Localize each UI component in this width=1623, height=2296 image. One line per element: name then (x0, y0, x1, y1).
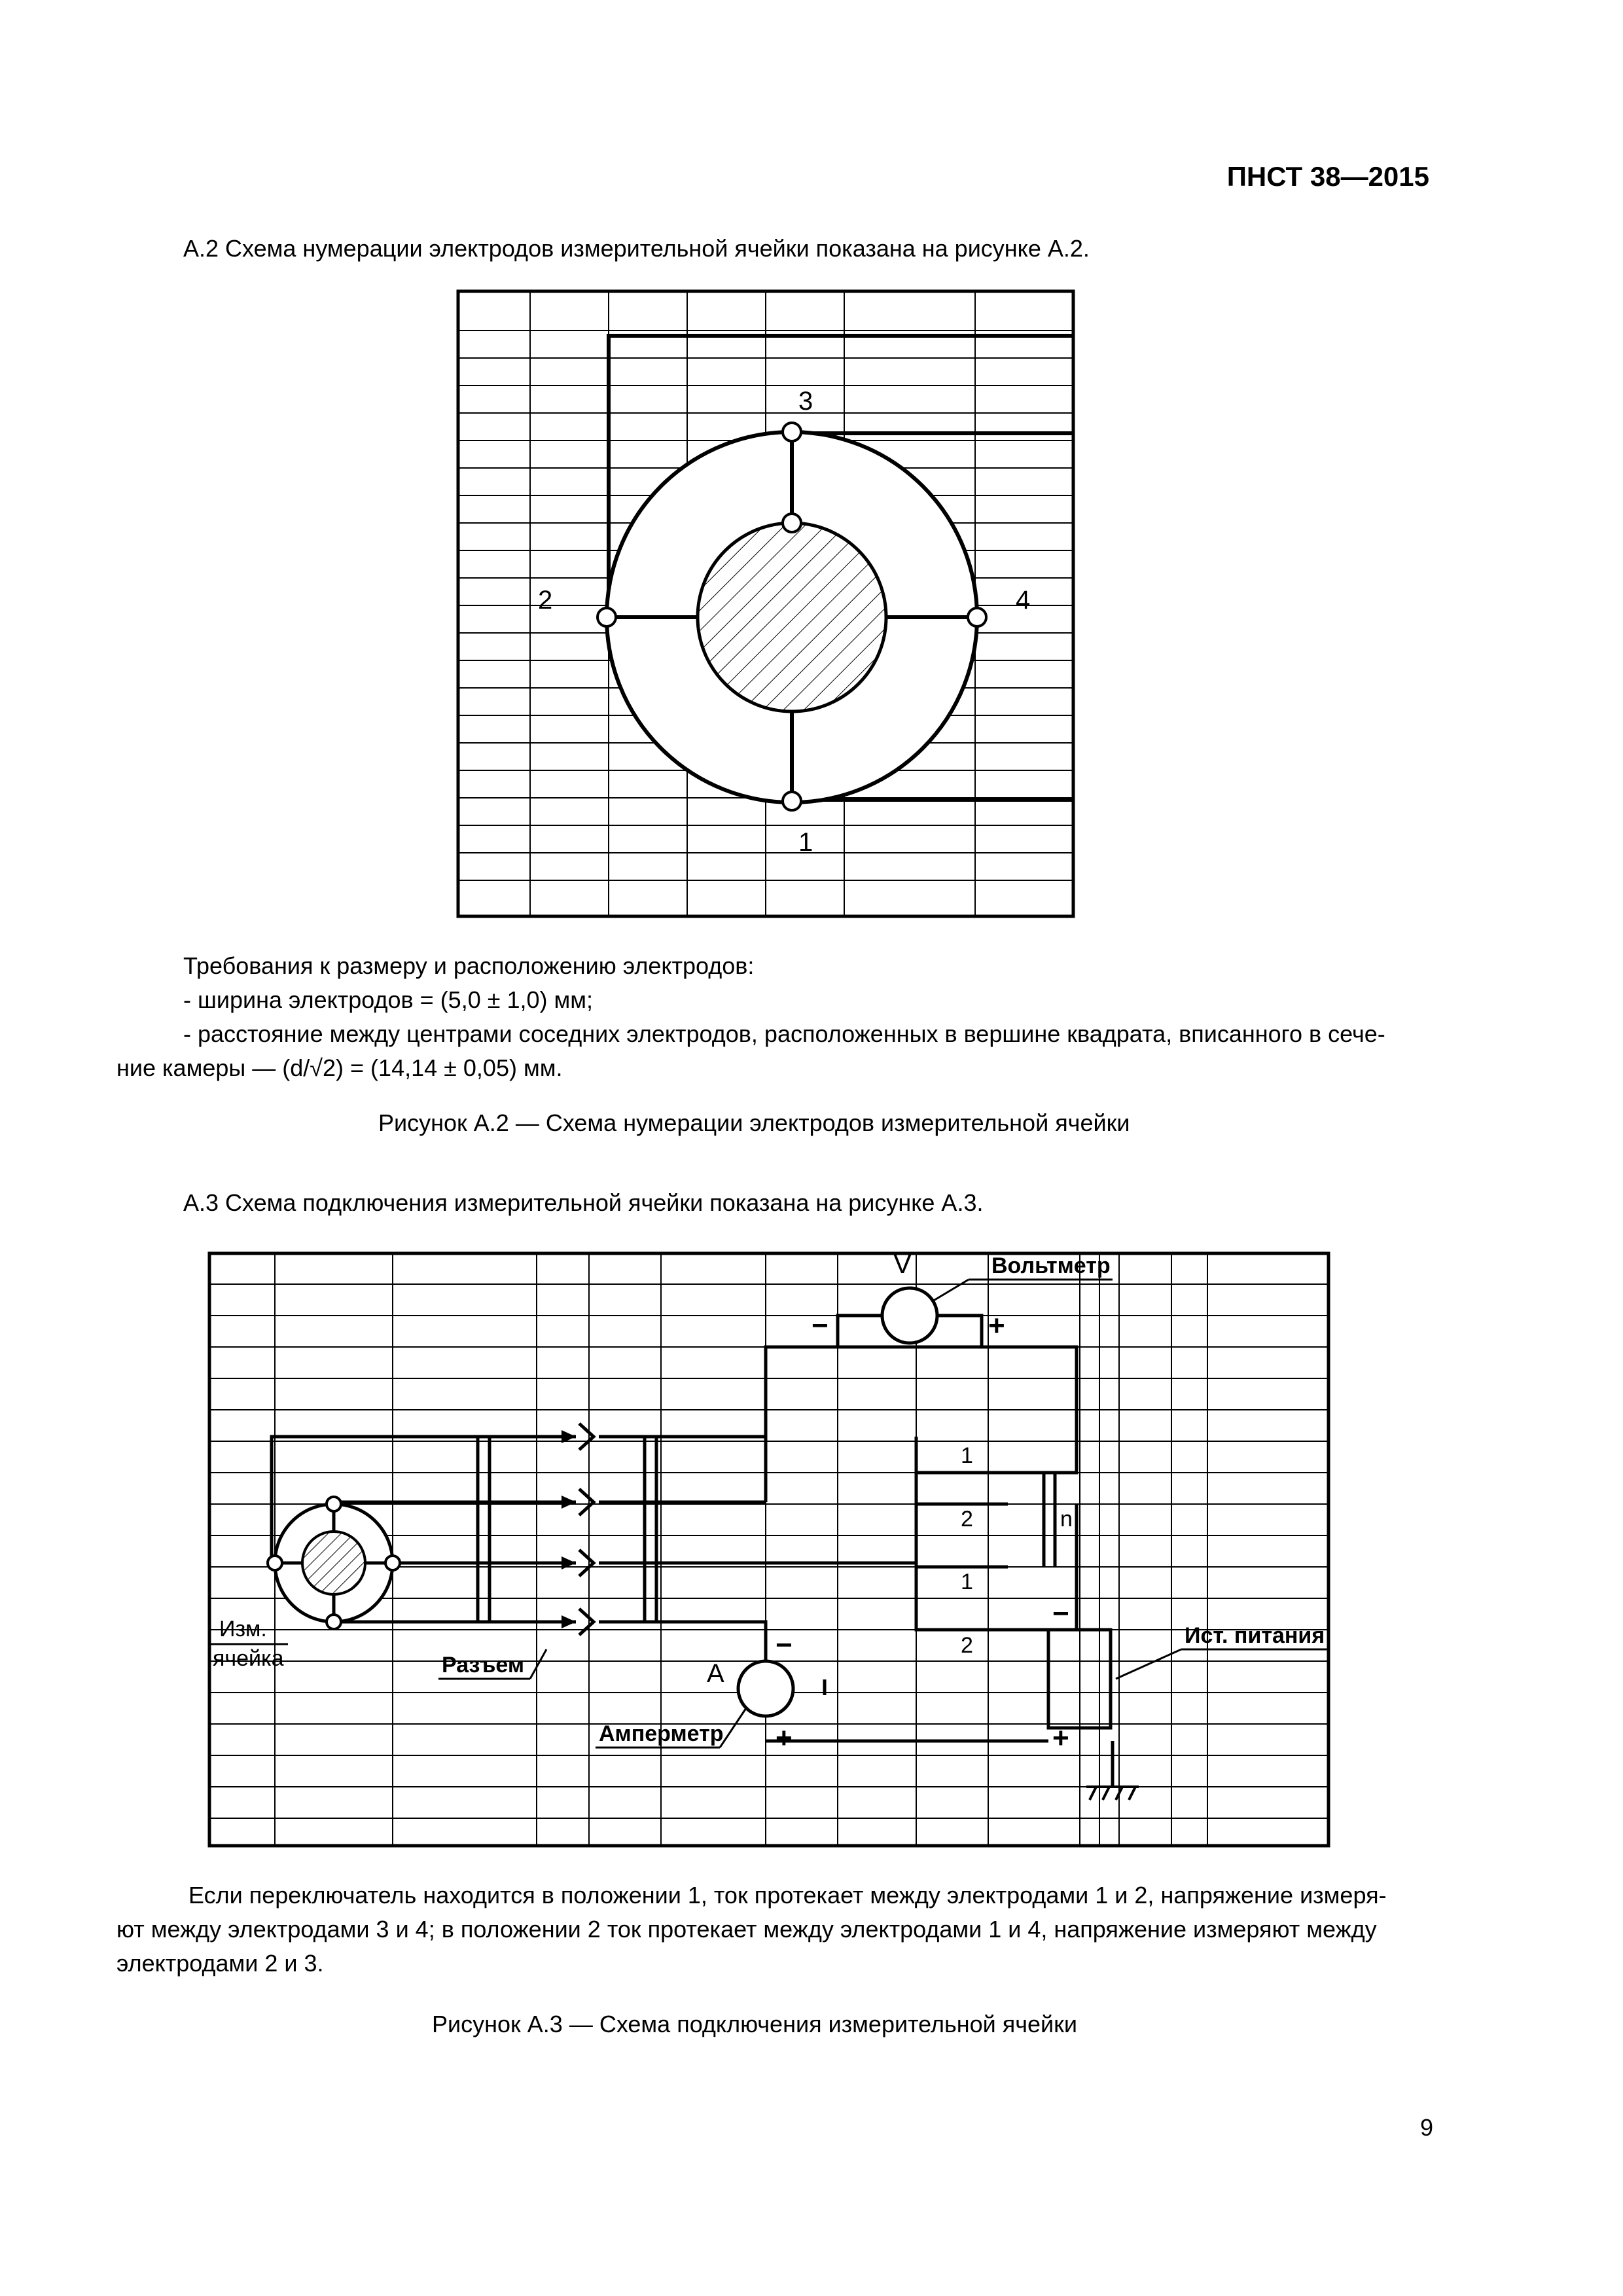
measurement-cell (268, 1497, 400, 1629)
connector-leader (530, 1649, 546, 1679)
electrode-4-terminal (968, 608, 986, 626)
voltmeter-plus: + (988, 1310, 1005, 1342)
voltmeter-label: Вольтметр (991, 1253, 1111, 1278)
ammeter-symbol (738, 1661, 793, 1716)
power-plus: + (1052, 1722, 1069, 1754)
ammeter-minus: − (776, 1629, 793, 1661)
ammeter-symbol-label: А (707, 1659, 724, 1688)
electrode-3-terminal (783, 423, 801, 441)
requirement-distance-line2: ние камеры — (d/√2) = (14,14 ± 0,05) мм. (116, 1054, 563, 1081)
cell-label-line1: Изм. (219, 1617, 267, 1641)
figure-a3-connection-diagram (203, 1244, 1342, 1865)
cell-label-line2: ячейка (213, 1646, 284, 1671)
requirement-width: - ширина электродов = (5,0 ± 1,0) мм; (183, 986, 594, 1013)
voltmeter-minus: − (812, 1310, 829, 1342)
electrode-2-terminal (597, 608, 616, 626)
switch-n-label: n (1060, 1507, 1073, 1532)
switch-position-1-lower: 1 (961, 1570, 973, 1594)
electrode-4-label: 4 (1016, 586, 1031, 615)
power-label: Ист. питания (1185, 1623, 1325, 1648)
document-number: ПНСТ 38—2015 (1226, 161, 1429, 192)
electrode-1-label: 1 (798, 828, 813, 857)
voltmeter-symbol (882, 1288, 937, 1343)
note-line1: Если переключатель находится в положении 1, ток протекает между электродами 1 и 2, напряжение измеря- (188, 1882, 1387, 1909)
switch-position-1-upper: 1 (961, 1443, 973, 1468)
section-a3-intro: А.3 Схема подключения измерительной ячейки показана на рисунке А.3. (183, 1189, 984, 1216)
electrode-3-inner-terminal (783, 514, 801, 532)
circuit-wires (272, 1316, 1113, 1787)
electrode-3-label: 3 (798, 387, 813, 416)
voltmeter-symbol-label: V (893, 1248, 912, 1279)
figure-a3-caption: Рисунок А.3 — Схема подключения измерительной ячейки (432, 2011, 1078, 2037)
figure-a2-electrode-diagram (452, 288, 1093, 923)
requirement-distance-line1: - расстояние между центрами соседних электродов, расположенных в вершине квадрата, вписанного в сече- (183, 1020, 1385, 1047)
note-line3: электродами 2 и 3. (116, 1950, 324, 1977)
requirements-title: Требования к размеру и расположению электродов: (183, 952, 755, 979)
figure-a2-caption: Рисунок А.2 — Схема нумерации электродов измерительной ячейки (378, 1109, 1130, 1136)
page-number: 9 (1419, 2114, 1433, 2141)
electrode-2-label: 2 (538, 586, 553, 615)
connector-label: Разъем (442, 1653, 525, 1677)
electrode-1-terminal (783, 792, 801, 810)
switch-position-2-upper: 2 (961, 1507, 973, 1532)
power-minus: − (1052, 1598, 1069, 1630)
section-a2-intro: А.2 Схема нумерации электродов измерительной ячейки показана на рисунке А.2. (183, 235, 1090, 262)
connector-chevrons (579, 1424, 594, 1635)
switch-position-2-lower: 2 (961, 1633, 973, 1658)
ground-symbol (1086, 1787, 1139, 1800)
central-hatched-area (698, 523, 886, 711)
ammeter-label: Амперметр (599, 1721, 724, 1746)
voltmeter-leader (933, 1280, 969, 1301)
note-line2: ют между электродами 3 и 4; в положении 2 ток протекает между электродами 1 и 4, напряжение измеряют между (116, 1916, 1377, 1943)
ammeter-plus: + (776, 1722, 793, 1754)
ammeter-leader (720, 1708, 746, 1748)
